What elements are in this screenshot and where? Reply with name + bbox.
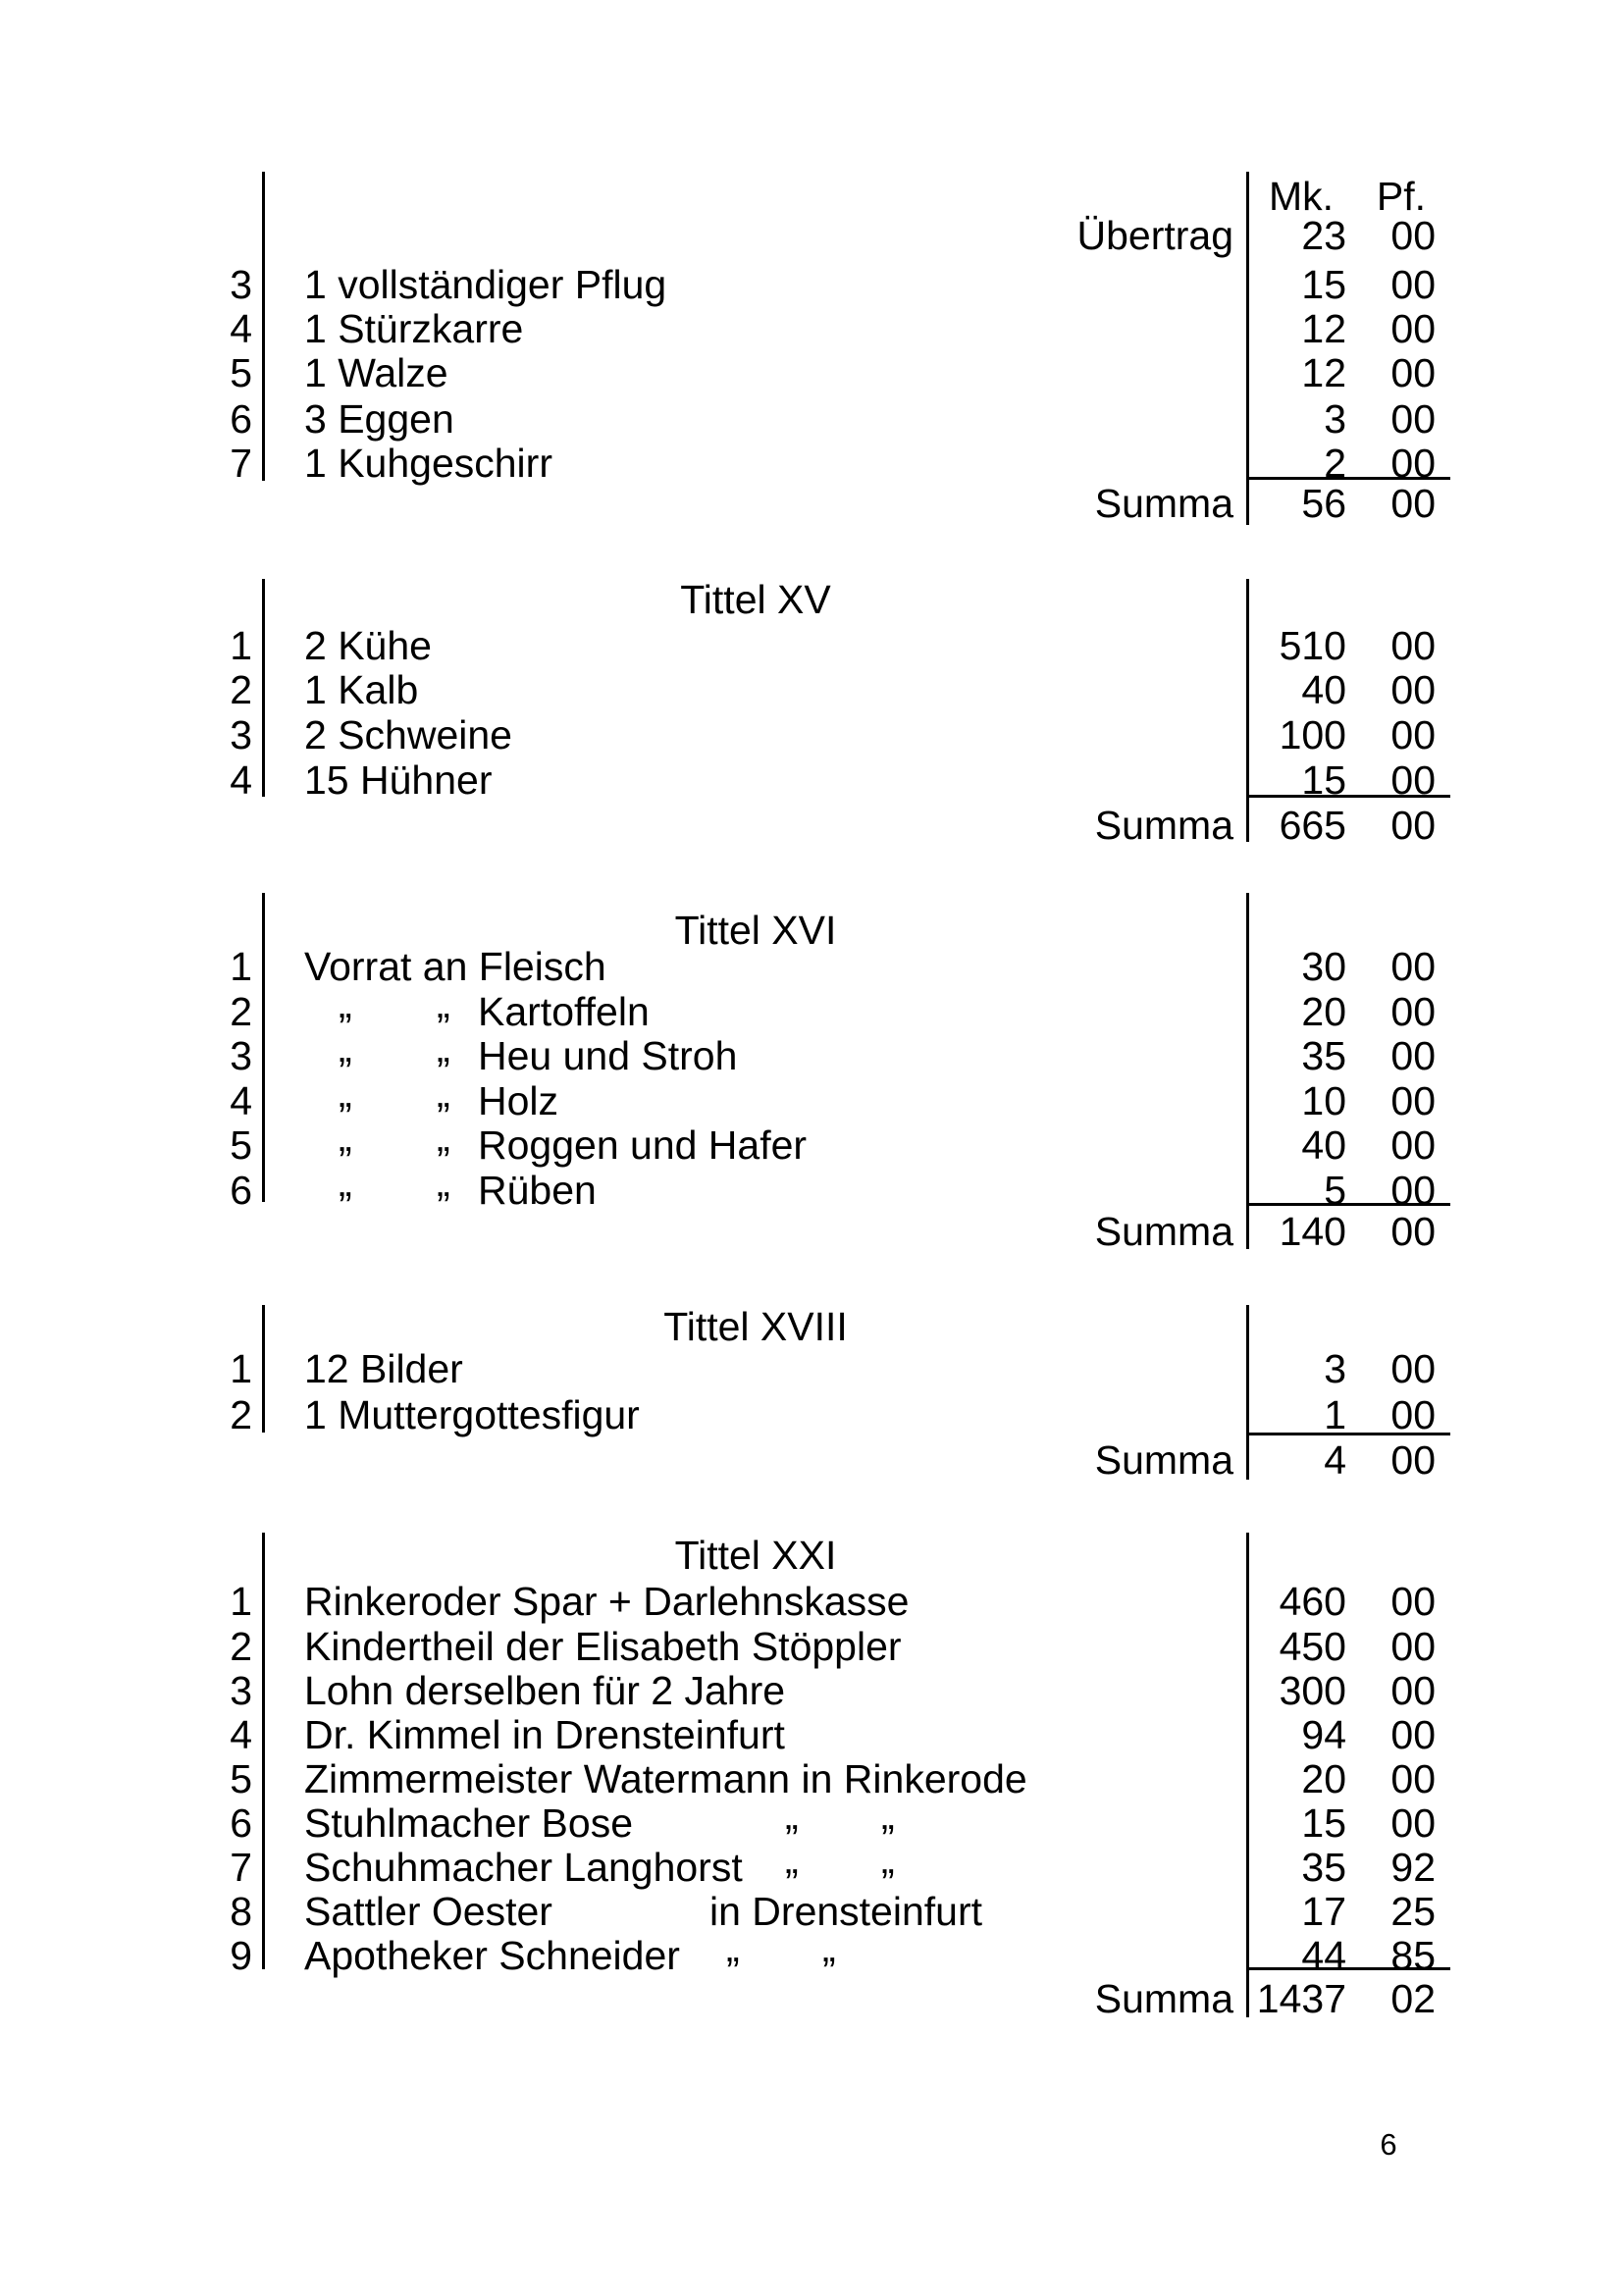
carry-pf: 00 <box>1390 213 1436 258</box>
row-number: 3 <box>230 1033 252 1078</box>
amount-pf: 00 <box>1390 1712 1436 1757</box>
ditto-mark: „ <box>339 1160 352 1205</box>
amount-mk: 450 <box>1279 1624 1346 1669</box>
amount-mk: 10 <box>1301 1078 1346 1123</box>
row-description: Kindertheil der Elisabeth Stöppler <box>304 1624 902 1669</box>
row-description: 1 Muttergottesfigur <box>304 1392 640 1437</box>
ditto-mark: „ <box>437 1070 450 1116</box>
row-description: Schuhmacher Langhorst <box>304 1845 743 1890</box>
row-description: 2 Schweine <box>304 712 512 757</box>
amount-pf: 00 <box>1390 441 1436 486</box>
amount-mk: 15 <box>1301 1800 1346 1846</box>
amount-pf: 00 <box>1390 989 1436 1034</box>
summa-label: Summa <box>1094 481 1233 526</box>
summa-mk: 56 <box>1301 481 1346 526</box>
carry-mk: 23 <box>1301 213 1346 258</box>
section-title: Tittel XVI <box>674 908 837 953</box>
row-number: 6 <box>230 1800 252 1846</box>
row-number: 2 <box>230 1624 252 1669</box>
row-number: 8 <box>230 1889 252 1934</box>
row-description: Zimmermeister Watermann in Rinkerode <box>304 1756 1027 1801</box>
amount-pf: 00 <box>1390 262 1436 307</box>
row-description: Rinkeroder Spar + Darlehnskasse <box>304 1579 910 1624</box>
row-description: Sattler Oester <box>304 1889 552 1934</box>
row-number: 4 <box>230 1078 252 1123</box>
amount-mk: 20 <box>1301 989 1346 1034</box>
row-description: Apotheker Schneider <box>304 1933 680 1978</box>
ditto-mark: „ <box>339 981 352 1026</box>
row-description: Roggen und Hafer <box>478 1122 808 1168</box>
amount-mk: 15 <box>1301 757 1346 803</box>
amount-mk: 12 <box>1301 306 1346 351</box>
carry-label: Übertrag <box>1076 213 1233 258</box>
summa-pf: 00 <box>1390 1209 1436 1254</box>
amount-pf: 00 <box>1390 944 1436 989</box>
row-number: 5 <box>230 1122 252 1168</box>
ditto-mark: „ <box>726 1925 740 1970</box>
amount-pf: 00 <box>1390 1624 1436 1669</box>
row-number: 3 <box>230 712 252 757</box>
amount-mk: 3 <box>1324 1346 1346 1391</box>
amount-pf: 00 <box>1390 1668 1436 1713</box>
amount-pf: 00 <box>1390 1756 1436 1801</box>
row-number: 2 <box>230 1392 252 1437</box>
summa-mk: 665 <box>1279 803 1346 848</box>
row-number: 1 <box>230 623 252 668</box>
amount-mk: 35 <box>1301 1845 1346 1890</box>
column-rule-right <box>1246 1305 1249 1480</box>
row-description: 1 vollständiger Pflug <box>304 262 667 307</box>
ditto-mark: „ <box>437 1160 450 1205</box>
row-number: 2 <box>230 989 252 1034</box>
amount-mk: 94 <box>1301 1712 1346 1757</box>
ditto-mark: „ <box>785 1793 799 1838</box>
amount-pf: 92 <box>1390 1845 1436 1890</box>
row-description: Lohn derselben für 2 Jahre <box>304 1668 786 1713</box>
amount-pf: 00 <box>1390 667 1436 712</box>
ditto-mark: „ <box>785 1837 799 1882</box>
amount-pf: 00 <box>1390 350 1436 395</box>
ditto-mark: „ <box>339 1025 352 1070</box>
amount-pf: 00 <box>1390 1033 1436 1078</box>
column-rule-right <box>1246 1533 1249 2017</box>
amount-pf: 00 <box>1390 1168 1436 1213</box>
row-description: 2 Kühe <box>304 623 432 668</box>
row-description: Stuhlmacher Bose <box>304 1800 634 1846</box>
column-rule-left <box>262 172 265 481</box>
section-title: Tittel XVIII <box>663 1304 848 1349</box>
row-number: 1 <box>230 1579 252 1624</box>
row-number: 3 <box>230 1668 252 1713</box>
row-number: 2 <box>230 667 252 712</box>
row-number: 5 <box>230 350 252 395</box>
amount-mk: 2 <box>1324 441 1346 486</box>
column-rule-right <box>1246 893 1249 1249</box>
row-description-place: in Drensteinfurt <box>709 1889 983 1934</box>
row-number: 6 <box>230 1168 252 1213</box>
summa-label: Summa <box>1094 1976 1233 2021</box>
amount-mk: 15 <box>1301 262 1346 307</box>
row-number: 9 <box>230 1933 252 1978</box>
summa-label: Summa <box>1094 803 1233 848</box>
row-description: 12 Bilder <box>304 1346 463 1391</box>
page-number: 6 <box>1380 2127 1397 2162</box>
amount-pf: 00 <box>1390 396 1436 442</box>
row-number: 1 <box>230 1346 252 1391</box>
row-number: 4 <box>230 1712 252 1757</box>
row-description: Rüben <box>478 1168 597 1213</box>
column-rule-left <box>262 893 265 1202</box>
column-rule-left <box>262 1305 265 1433</box>
amount-pf: 00 <box>1390 1800 1436 1846</box>
row-description: Dr. Kimmel in Drensteinfurt <box>304 1712 785 1757</box>
amount-mk: 30 <box>1301 944 1346 989</box>
row-description: 1 Walze <box>304 350 448 395</box>
amount-mk: 12 <box>1301 350 1346 395</box>
summa-pf: 02 <box>1390 1976 1436 2021</box>
row-description: Vorrat an Fleisch <box>304 944 606 989</box>
summa-pf: 00 <box>1390 1437 1436 1483</box>
column-rule-left <box>262 1533 265 1969</box>
row-description: 15 Hühner <box>304 757 493 803</box>
row-number: 6 <box>230 396 252 442</box>
amount-pf: 00 <box>1390 712 1436 757</box>
amount-pf: 00 <box>1390 1579 1436 1624</box>
column-rule-right <box>1246 579 1249 842</box>
amount-mk: 44 <box>1301 1933 1346 1978</box>
row-description: 1 Kalb <box>304 667 419 712</box>
amount-mk: 300 <box>1279 1668 1346 1713</box>
ditto-mark: „ <box>437 981 450 1026</box>
ditto-mark: „ <box>437 1025 450 1070</box>
column-rule-left <box>262 579 265 797</box>
summa-mk: 140 <box>1279 1209 1346 1254</box>
amount-mk: 35 <box>1301 1033 1346 1078</box>
summa-label: Summa <box>1094 1209 1233 1254</box>
section-title: Tittel XV <box>680 577 831 622</box>
ditto-mark: „ <box>339 1115 352 1160</box>
pf-column-header: Pf. <box>1376 174 1427 219</box>
row-number: 4 <box>230 757 252 803</box>
row-number: 7 <box>230 1845 252 1890</box>
summa-pf: 00 <box>1390 481 1436 526</box>
row-description: Kartoffeln <box>478 989 650 1034</box>
amount-pf: 25 <box>1390 1889 1436 1934</box>
ditto-mark: „ <box>822 1925 836 1970</box>
amount-mk: 100 <box>1279 712 1346 757</box>
amount-mk: 5 <box>1324 1168 1346 1213</box>
column-rule-right <box>1246 172 1249 525</box>
ditto-mark: „ <box>881 1793 895 1838</box>
amount-mk: 17 <box>1301 1889 1346 1934</box>
ditto-mark: „ <box>881 1837 895 1882</box>
amount-mk: 20 <box>1301 1756 1346 1801</box>
row-number: 1 <box>230 944 252 989</box>
row-description: 1 Stürzkarre <box>304 306 524 351</box>
amount-pf: 00 <box>1390 623 1436 668</box>
amount-pf: 00 <box>1390 306 1436 351</box>
amount-pf: 00 <box>1390 1392 1436 1437</box>
row-description: 3 Eggen <box>304 396 454 442</box>
amount-mk: 3 <box>1324 396 1346 442</box>
amount-pf: 00 <box>1390 1122 1436 1168</box>
section-title: Tittel XXI <box>674 1533 837 1578</box>
amount-pf: 00 <box>1390 757 1436 803</box>
row-number: 3 <box>230 262 252 307</box>
amount-pf: 00 <box>1390 1078 1436 1123</box>
summa-mk: 1437 <box>1256 1976 1346 2021</box>
row-description: 1 Kuhgeschirr <box>304 441 552 486</box>
summa-pf: 00 <box>1390 803 1436 848</box>
ditto-mark: „ <box>437 1115 450 1160</box>
row-number: 7 <box>230 441 252 486</box>
row-number: 5 <box>230 1756 252 1801</box>
amount-pf: 85 <box>1390 1933 1436 1978</box>
row-description: Heu und Stroh <box>478 1033 738 1078</box>
amount-mk: 40 <box>1301 667 1346 712</box>
amount-mk: 460 <box>1279 1579 1346 1624</box>
mk-column-header: Mk. <box>1268 174 1335 219</box>
row-description: Holz <box>478 1078 559 1123</box>
ditto-mark: „ <box>339 1070 352 1116</box>
summa-mk: 4 <box>1324 1437 1346 1483</box>
summa-label: Summa <box>1094 1437 1233 1483</box>
row-number: 4 <box>230 306 252 351</box>
amount-mk: 1 <box>1324 1392 1346 1437</box>
amount-mk: 40 <box>1301 1122 1346 1168</box>
amount-pf: 00 <box>1390 1346 1436 1391</box>
amount-mk: 510 <box>1279 623 1346 668</box>
